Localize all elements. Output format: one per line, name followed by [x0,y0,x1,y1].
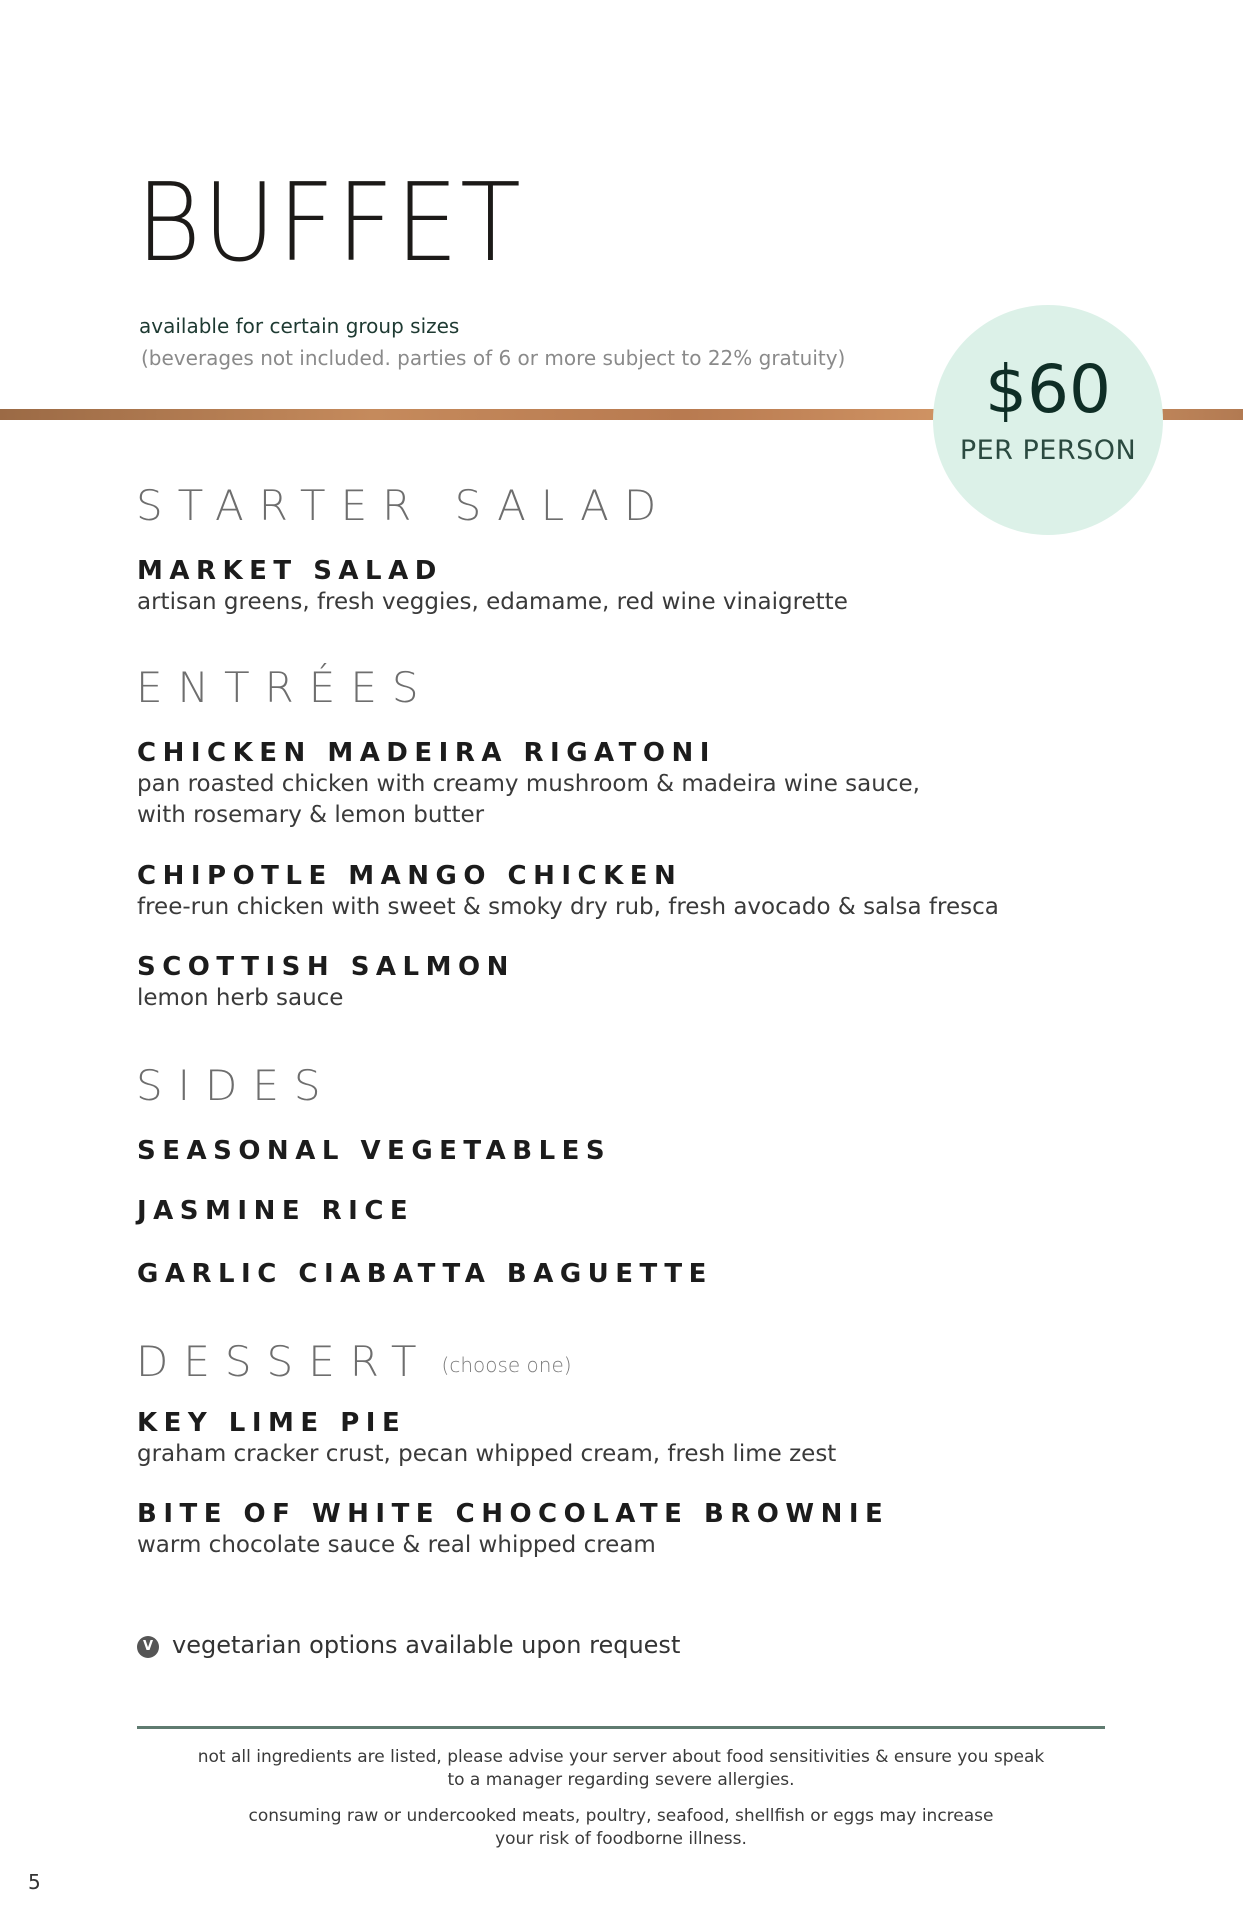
menu-item-name: GARLIC CIABATTA BAGUETTE [137,1259,713,1289]
section-title-starter: STARTER SALAD [136,481,672,530]
menu-item-desc-cont: with rosemary & lemon butter [137,802,485,828]
price-amount: $60 [985,351,1111,428]
menu-item-name: KEY LIME PIE [137,1408,407,1438]
menu-item-desc: pan roasted chicken with creamy mushroom & madeira wine sauce, [137,771,920,797]
vegetarian-note: vegetarian options available upon request [172,1631,681,1659]
menu-item-name: CHICKEN MADEIRA RIGATONI [137,738,716,768]
section-title-sides: SIDES [136,1061,336,1110]
beverage-note: (beverages not included. parties of 6 or more subject to 22% gratuity) [141,346,846,370]
consumption-warning-line1: consuming raw or undercooked meats, poultry, seafood, shellfish or eggs may increase [248,1806,994,1826]
section-title-entrees: ENTRÉES [136,663,434,712]
menu-item-desc: graham cracker crust, pecan whipped cream, fresh lime zest [137,1441,837,1467]
menu-item-name: JASMINE RICE [137,1196,415,1226]
consumption-warning [137,1805,1105,1851]
consumption-warning-line2: your risk of foodborne illness. [495,1829,747,1849]
menu-item-name: SCOTTISH SALMON [137,952,515,982]
menu-item-name: MARKET SALAD [137,556,443,586]
menu-item-desc: free-run chicken with sweet & smoky dry rub, fresh avocado & salsa fresca [137,894,999,920]
menu-item-name: BITE OF WHITE CHOCOLATE BROWNIE [137,1499,890,1529]
page-number: 5 [28,1870,41,1894]
price-label: PER PERSON [959,435,1137,466]
menu-item-desc: lemon herb sauce [137,985,344,1011]
page-subtitle: available for certain group sizes [139,314,460,338]
price-badge [933,305,1163,535]
menu-item-desc: warm chocolate sauce & real whipped cream [137,1532,656,1558]
dessert-choose-note: (choose one) [441,1352,572,1377]
menu-item-name: SEASONAL VEGETABLES [137,1136,612,1166]
page-title: BUFFET [136,161,523,286]
section-title-dessert-text: DESSERT [136,1337,432,1386]
section-title-dessert [136,1337,572,1386]
menu-item-name: CHIPOTLE MANGO CHICKEN [137,861,683,891]
footer-divider [137,1726,1105,1729]
allergy-notice-line1: not all ingredients are listed, please advise your server about food sensitivities & ensure you speak [197,1747,1045,1767]
menu-item-desc: artisan greens, fresh veggies, edamame, red wine vinaigrette [137,589,848,615]
allergy-notice [137,1746,1105,1792]
vegetarian-icon: V [137,1636,159,1658]
allergy-notice-line2: to a manager regarding severe allergies. [447,1770,795,1790]
